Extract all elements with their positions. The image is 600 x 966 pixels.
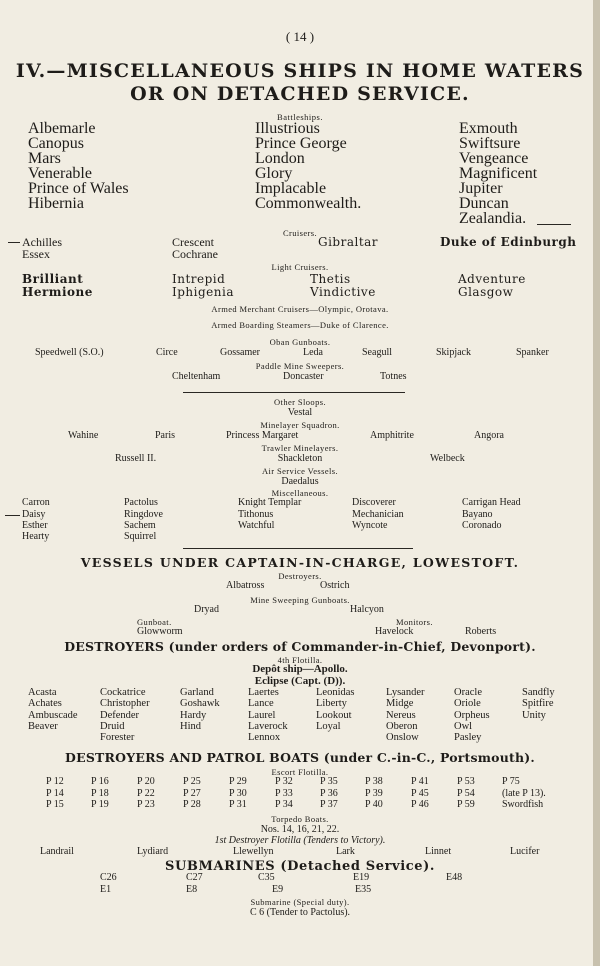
ship-name: Llewellyn bbox=[233, 846, 274, 857]
paddle-mine-sweepers-heading: Paddle Mine Sweepers. bbox=[255, 361, 345, 371]
battleships-heading: Battleships. bbox=[277, 112, 323, 122]
submarine-number: C27 bbox=[186, 872, 203, 883]
torpedo-boats-heading: Torpedo Boats. bbox=[271, 814, 329, 824]
ship-name: Duke of Edinburgh bbox=[440, 235, 577, 249]
submarine-number: E8 bbox=[186, 884, 198, 895]
ship-name: Hardy bbox=[180, 710, 207, 721]
light-cruisers-heading: Light Cruisers. bbox=[271, 262, 329, 272]
trawler-minelayers-heading: Trawler Minelayers. bbox=[261, 443, 339, 453]
boat-number: (late P 13). bbox=[502, 788, 546, 799]
ship-name: Laverock bbox=[248, 721, 288, 732]
ship-name: Defender bbox=[100, 710, 140, 721]
ship-name: Swiftsure bbox=[459, 135, 521, 152]
ship-name: Laurel bbox=[248, 710, 276, 721]
rule bbox=[8, 242, 20, 243]
ship-name: Doncaster bbox=[283, 371, 324, 382]
boat-number: P 45 bbox=[411, 788, 429, 799]
boat-number: P 29 bbox=[229, 776, 247, 787]
ship-name: Halcyon bbox=[350, 604, 384, 615]
portsmouth-heading: DESTROYERS AND PATROL BOATS (under C.-in-C., Portsmouth). bbox=[65, 750, 535, 765]
ship-name: Gibraltar bbox=[318, 235, 379, 249]
ship-name: Oracle bbox=[454, 687, 482, 698]
armed-boarding-steamers: Armed Boarding Steamers—Duke of Clarence. bbox=[211, 320, 389, 330]
section-subtitle: OR ON DETACHED SERVICE. bbox=[130, 83, 470, 105]
ship-name: Wahine bbox=[68, 430, 99, 441]
ship-name: Sachem bbox=[124, 520, 156, 531]
ship-name: Duncan bbox=[459, 195, 509, 212]
page-edge bbox=[593, 0, 600, 966]
ship-name: Knight Templar bbox=[238, 497, 302, 508]
ship-name: Hibernia bbox=[28, 195, 84, 212]
submarine-number: E19 bbox=[353, 872, 370, 883]
ship-name: Glowworm bbox=[137, 626, 183, 637]
ship-name: Goshawk bbox=[180, 698, 220, 709]
ship-name: Hermione bbox=[22, 285, 93, 299]
torpedo-boat-numbers: Nos. 14, 16, 21, 22. bbox=[260, 824, 340, 835]
eclipse-captain: Eclipse (Capt. (D)). bbox=[254, 675, 346, 687]
ship-name: Albemarle bbox=[28, 120, 96, 137]
boat-number: P 27 bbox=[183, 788, 201, 799]
depot-ship: Depôt ship—Apollo. bbox=[252, 663, 348, 675]
ship-name: Cheltenham bbox=[172, 371, 221, 382]
ship-name: Canopus bbox=[28, 135, 84, 152]
submarine-number: E35 bbox=[355, 884, 372, 895]
monitors-heading: Monitors. bbox=[396, 617, 433, 627]
cruisers-heading: Cruisers. bbox=[282, 228, 318, 238]
boat-number: P 18 bbox=[91, 788, 109, 799]
section-title: IV.—MISCELLANEOUS SHIPS IN HOME WATERS bbox=[15, 60, 585, 82]
ship-name: Havelock bbox=[375, 626, 414, 637]
ship-name: Landrail bbox=[40, 846, 74, 857]
rule bbox=[5, 515, 20, 516]
ship-name: Glasgow bbox=[458, 285, 514, 299]
boat-number: P 20 bbox=[137, 776, 155, 787]
boat-number: P 12 bbox=[46, 776, 64, 787]
ship-name: Ambuscade bbox=[28, 710, 78, 721]
ship-name: Vestal bbox=[287, 407, 313, 418]
ship-name: Achates bbox=[28, 698, 62, 709]
ship-name: Oriole bbox=[454, 698, 481, 709]
first-destroyer-flotilla: 1st Destroyer Flotilla (Tenders to Victory). bbox=[214, 835, 386, 846]
mine-sweeping-gunboats-heading: Mine Sweeping Gunboats. bbox=[250, 595, 350, 605]
ship-name: Adventure bbox=[458, 272, 526, 286]
ship-name: Cochrane bbox=[172, 247, 218, 261]
boat-number: P 31 bbox=[229, 799, 247, 810]
miscellaneous-heading: Miscellaneous. bbox=[271, 488, 329, 498]
page-number: ( 14 ) bbox=[285, 29, 315, 44]
submarine-number: E9 bbox=[272, 884, 284, 895]
ship-name: Thetis bbox=[310, 272, 351, 286]
minelayer-squadron-heading: Minelayer Squadron. bbox=[260, 420, 340, 430]
boat-number: P 59 bbox=[457, 799, 475, 810]
ship-name: Paris bbox=[155, 430, 175, 441]
c6-tender: C 6 (Tender to Pactolus). bbox=[249, 907, 351, 918]
ship-name: Acasta bbox=[28, 687, 57, 698]
ship-name: Jupiter bbox=[459, 180, 503, 197]
ship-name: Gossamer bbox=[220, 347, 260, 358]
boat-number: P 25 bbox=[183, 776, 201, 787]
boat-number: P 46 bbox=[411, 799, 429, 810]
fourth-flotilla: 4th Flotilla. bbox=[277, 655, 323, 665]
other-sloops-heading: Other Sloops. bbox=[274, 397, 326, 407]
ship-name: Owl bbox=[454, 721, 473, 732]
ship-name: Watchful bbox=[238, 520, 275, 531]
ship-name: Christopher bbox=[100, 698, 150, 709]
ship-name: Circe bbox=[156, 347, 178, 358]
ship-name: Albatross bbox=[226, 580, 265, 591]
ship-name: Unity bbox=[522, 710, 546, 721]
boat-number: P 34 bbox=[275, 799, 293, 810]
boat-number: P 38 bbox=[365, 776, 383, 787]
ship-name: Iphigenia bbox=[172, 285, 234, 299]
ship-name: Magnificent bbox=[459, 165, 538, 182]
ship-name: Coronado bbox=[462, 520, 502, 531]
ship-name: Dryad bbox=[194, 604, 219, 615]
ship-name: Leonidas bbox=[316, 687, 355, 698]
ship-name: Lance bbox=[248, 698, 274, 709]
ship-name: Welbeck bbox=[430, 453, 465, 464]
ship-name: Vengeance bbox=[459, 150, 529, 167]
ship-name: Glory bbox=[255, 165, 293, 182]
armed-merchant-cruisers: Armed Merchant Cruisers—Olympic, Orotava. bbox=[211, 304, 389, 314]
ship-name: Squirrel bbox=[124, 531, 157, 542]
ship-name: Daisy bbox=[22, 509, 46, 520]
boat-number: P 16 bbox=[91, 776, 109, 787]
gunboat-heading: Gunboat. bbox=[137, 617, 172, 627]
ship-name: Ostrich bbox=[320, 580, 350, 591]
special-duty-heading: Submarine (Special duty). bbox=[250, 897, 350, 907]
boat-number: P 41 bbox=[411, 776, 429, 787]
boat-number: P 32 bbox=[275, 776, 293, 787]
ship-name: Lydiard bbox=[137, 846, 169, 857]
ship-name: Lookout bbox=[316, 710, 352, 721]
ship-name: Achilles bbox=[22, 235, 62, 249]
ship-name: Liberty bbox=[316, 698, 347, 709]
oban-gunboats-heading: Oban Gunboats. bbox=[269, 337, 331, 347]
ship-name: Pasley bbox=[454, 732, 482, 743]
ship-name: Illustrious bbox=[255, 120, 320, 137]
ship-name: Russell II. bbox=[115, 453, 157, 464]
devonport-heading: DESTROYERS (under orders of Commander-in-Chief, Devonport). bbox=[64, 639, 536, 654]
ship-name: Seagull bbox=[362, 347, 392, 358]
ship-name: Discoverer bbox=[352, 497, 396, 508]
boat-number: Swordfish bbox=[502, 799, 544, 810]
submarine-number: C26 bbox=[100, 872, 117, 883]
boat-number: P 40 bbox=[365, 799, 383, 810]
boat-number: P 36 bbox=[320, 788, 338, 799]
ship-name: Essex bbox=[22, 247, 50, 261]
boat-number: P 37 bbox=[320, 799, 338, 810]
ship-name: Wyncote bbox=[352, 520, 388, 531]
ship-name: Skipjack bbox=[436, 347, 471, 358]
boat-number: P 33 bbox=[275, 788, 293, 799]
air-service-vessels-heading: Air Service Vessels. bbox=[261, 466, 339, 476]
ship-name: Prince George bbox=[255, 135, 347, 152]
ship-name: Roberts bbox=[465, 626, 497, 637]
ship-name: Tithonus bbox=[238, 509, 274, 520]
ship-name: Nereus bbox=[386, 710, 416, 721]
rule bbox=[183, 548, 413, 549]
ship-name: Spanker bbox=[516, 347, 549, 358]
ship-name: Angora bbox=[474, 430, 504, 441]
boat-number: P 35 bbox=[320, 776, 338, 787]
ship-name: Orpheus bbox=[454, 710, 490, 721]
ship-name: Venerable bbox=[28, 165, 92, 182]
ship-name: Carron bbox=[22, 497, 50, 508]
ship-name: Prince of Wales bbox=[28, 180, 129, 197]
rule bbox=[183, 392, 405, 393]
ship-name: Bayano bbox=[462, 509, 493, 520]
ship-name: Forester bbox=[100, 732, 135, 743]
ship-name: Exmouth bbox=[459, 120, 518, 137]
ship-name: Shackleton bbox=[277, 453, 323, 464]
ship-name: Implacable bbox=[255, 180, 327, 197]
ship-name: Garland bbox=[180, 687, 214, 698]
boat-number: P 14 bbox=[46, 788, 64, 799]
ship-name: Brilliant bbox=[22, 272, 84, 286]
ship-name: Mechanician bbox=[352, 509, 404, 520]
ship-name: Hind bbox=[180, 721, 201, 732]
ship-name: Crescent bbox=[172, 235, 214, 249]
submarines-heading: SUBMARINES (Detached Service). bbox=[164, 859, 436, 874]
lowestoft-destroyers-heading: Destroyers. bbox=[278, 571, 322, 581]
ship-name: Druid bbox=[100, 721, 125, 732]
ship-name: Loyal bbox=[316, 721, 341, 732]
escort-flotilla-heading: Escort Flotilla. bbox=[271, 767, 329, 777]
ship-name: Hearty bbox=[22, 531, 50, 542]
lowestoft-heading: VESSELS UNDER CAPTAIN-IN-CHARGE, LOWESTOFT. bbox=[80, 555, 520, 570]
ship-name: Oberon bbox=[386, 721, 418, 732]
ship-name: Leda bbox=[303, 347, 323, 358]
boat-number: P 28 bbox=[183, 799, 201, 810]
ship-name: Beaver bbox=[28, 721, 58, 732]
ship-name: Vindictive bbox=[310, 285, 376, 299]
submarine-number: C35 bbox=[258, 872, 275, 883]
ship-name: Daedalus bbox=[281, 476, 319, 487]
ship-name: Laertes bbox=[248, 687, 279, 698]
ship-name: Totnes bbox=[380, 371, 407, 382]
ship-name: Esther bbox=[22, 520, 48, 531]
boat-number: P 23 bbox=[137, 799, 155, 810]
ship-name: Midge bbox=[386, 698, 414, 709]
boat-number: P 30 bbox=[229, 788, 247, 799]
boat-number: P 22 bbox=[137, 788, 155, 799]
ship-name: Linnet bbox=[425, 846, 452, 857]
submarine-number: E48 bbox=[446, 872, 463, 883]
boat-number: P 39 bbox=[365, 788, 383, 799]
ship-name: Lennox bbox=[248, 732, 281, 743]
ship-name: Pactolus bbox=[124, 497, 158, 508]
ship-name: Princess Margaret bbox=[226, 430, 299, 441]
boat-number: P 53 bbox=[457, 776, 475, 787]
ship-name: Sandfly bbox=[522, 687, 555, 698]
rule bbox=[537, 224, 571, 225]
ship-name: Ringdove bbox=[124, 509, 163, 520]
ship-name: Lark bbox=[336, 846, 355, 857]
submarine-number: E1 bbox=[100, 884, 112, 895]
ship-name: Lysander bbox=[386, 687, 425, 698]
ship-name: Speedwell (S.O.) bbox=[35, 347, 104, 358]
ship-name: Commonwealth. bbox=[255, 195, 362, 212]
ship-name: Lucifer bbox=[510, 846, 540, 857]
ship-name: Cockatrice bbox=[100, 687, 146, 698]
ship-name: Zealandia. bbox=[459, 210, 527, 227]
boat-number: P 19 bbox=[91, 799, 109, 810]
ship-name: Spitfire bbox=[522, 698, 554, 709]
boat-number: P 54 bbox=[457, 788, 475, 799]
ship-name: Onslow bbox=[386, 732, 419, 743]
boat-number: P 15 bbox=[46, 799, 64, 810]
ship-name: Mars bbox=[28, 150, 61, 167]
ship-name: Carrigan Head bbox=[462, 497, 521, 508]
boat-number: P 75 bbox=[502, 776, 520, 787]
ship-name: Intrepid bbox=[172, 272, 226, 286]
ship-name: London bbox=[255, 150, 305, 167]
ship-name: Amphitrite bbox=[370, 430, 414, 441]
